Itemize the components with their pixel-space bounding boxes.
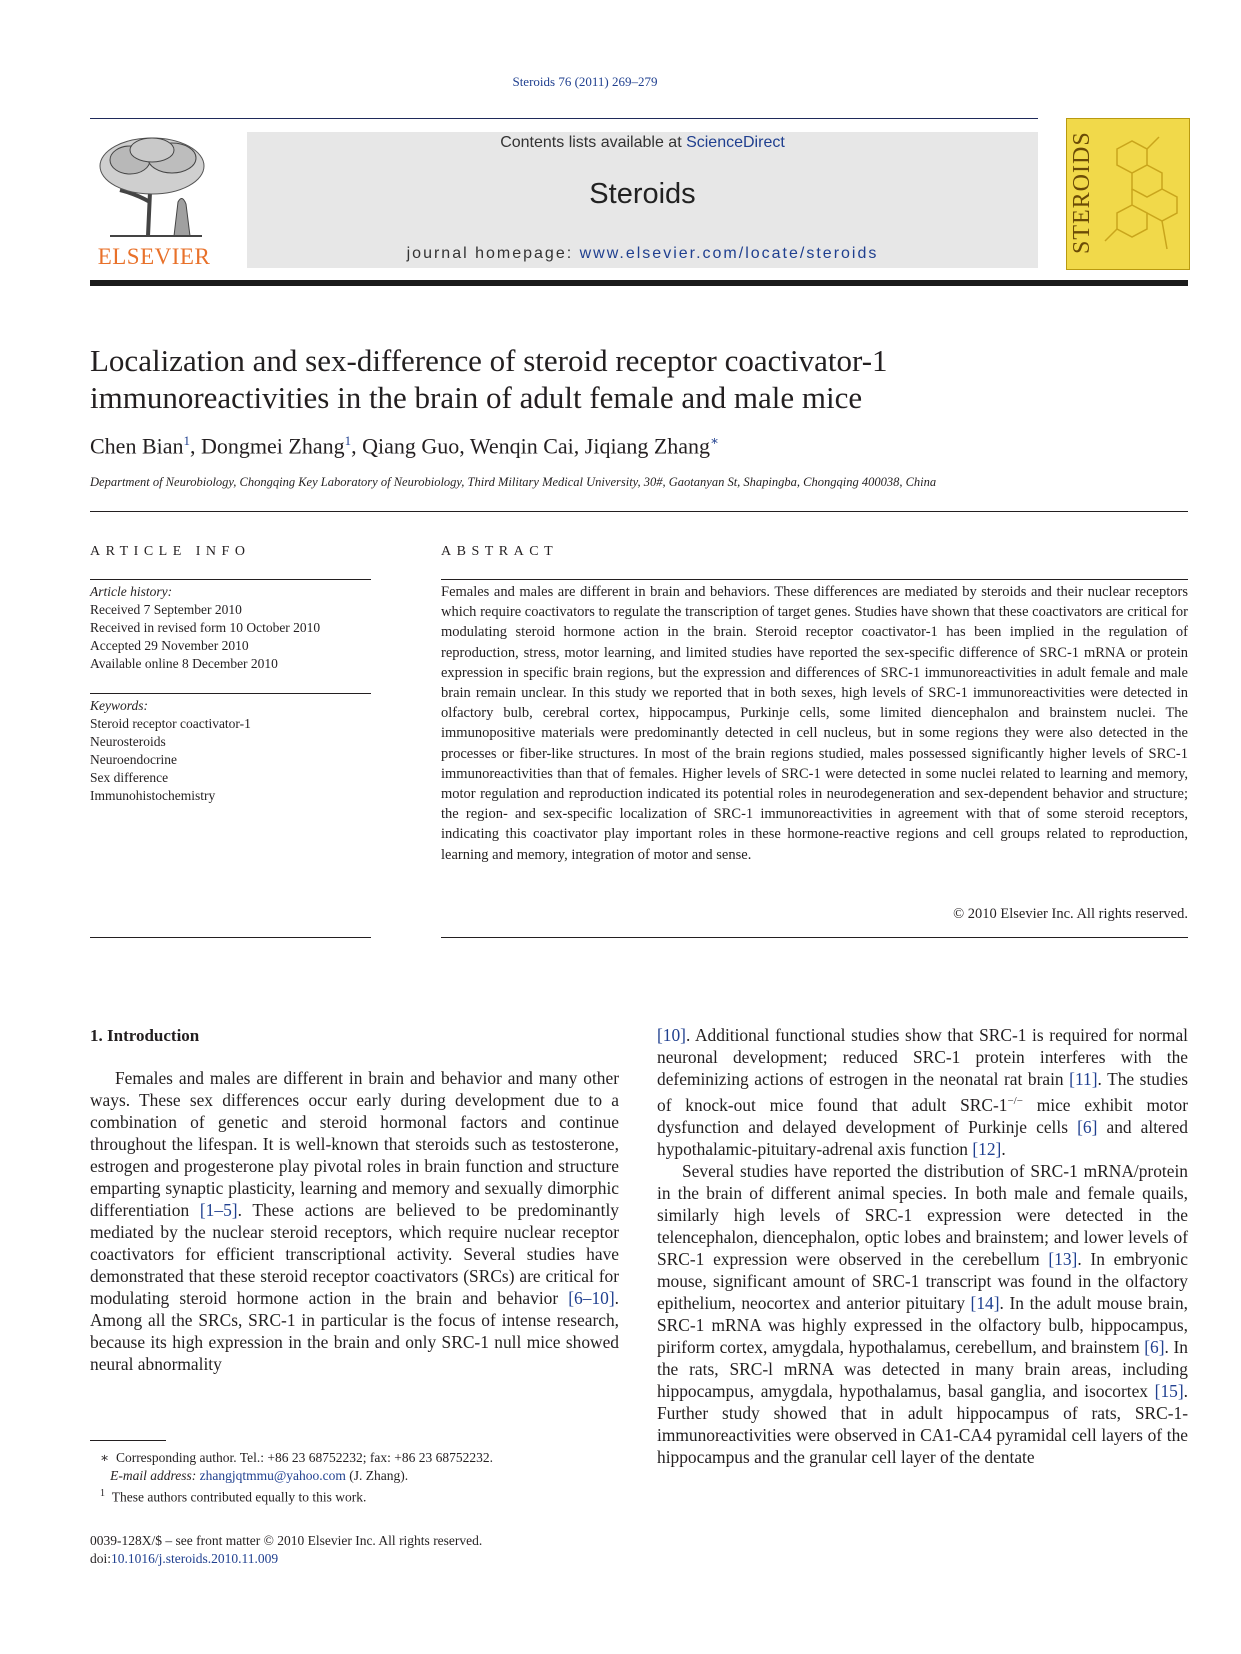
journal-banner — [247, 132, 1038, 268]
footnote-mark: ∗ — [100, 1450, 110, 1465]
paragraph-text: Females and males are different in brain and behavior and many other ways. These sex differences occur early during development due to a combination of genetic and steroid hormonal factors and continue throughout the lifespan. It is well-known that steroids such as testosterone, estrogen and progesterone play pivotal roles in brain function and structure emparting synaptic plasticity, learning and memory and sexually dimorphic differentiation — [90, 1068, 619, 1220]
article-info-rule — [90, 693, 371, 694]
doi-line — [90, 1550, 619, 1568]
paragraph-text: . In the adult mouse brain, SRC-1 mRNA was highly expressed in the olfactory bulb, hippocampus, piriform cortex, amygdala, hypothalamus, cerebellum, and brainstem — [657, 1292, 1188, 1357]
citation-link[interactable]: [12] — [972, 1138, 1002, 1159]
citation-link[interactable]: [11] — [1069, 1069, 1098, 1089]
homepage-line — [247, 245, 1038, 263]
citation-link[interactable]: [1–5] — [199, 1200, 238, 1220]
section-rule — [90, 511, 1188, 512]
paragraph-text: . Further study showed that in adult hippocampus of rats, SRC-1-immunoreactivities were observed in CA1-CA4 pyramidal cell layers of the hippocampus and the granular cell layer of the dentate — [657, 1380, 1188, 1467]
abstract-rule — [441, 579, 1188, 580]
paragraph-text: Several studies have reported the distribution of SRC-1 mRNA/protein in the brain of different animal species. In both male and female quails, similarly high levels of SRC-1 expression were detected in the telencephalon, diencephalon, optic lobes and brainstem; and lower levels of SRC-1 expression were observed in the cerebellum — [657, 1160, 1188, 1269]
email-label: E-mail address: — [110, 1468, 200, 1483]
section-heading: 1. Introduction — [90, 1026, 200, 1045]
paragraph-text: . In embryonic mouse, significant amount of SRC-1 transcript was found in the olfactory epithelium, neocortex and anterior pituitary — [657, 1248, 1188, 1313]
author-name[interactable]: Dongmei Zhang — [201, 433, 345, 459]
author-affiliation: Department of Neurobiology, Chongqing Key Laboratory of Neurobiology, Third Military Medical University, 30#, Gaotanyan St, Shapingba, Chongqing 400038, China — [90, 475, 937, 489]
paragraph-text: . In the rats, SRC-l mRNA was detected in many brain areas, including hippocampus, amygdala, hypothalamus, basal ganglia, and isocortex — [657, 1336, 1188, 1401]
author-note-mark[interactable]: 1 — [344, 433, 352, 448]
header-thick-rule — [90, 280, 1188, 286]
elsevier-logo[interactable] — [90, 132, 218, 270]
corresponding-footnote — [90, 1449, 619, 1467]
citation-link[interactable]: [15] — [1154, 1380, 1184, 1401]
homepage-prefix: journal homepage: — [406, 245, 580, 262]
citation-link[interactable]: [6] — [1144, 1336, 1165, 1357]
superscript: −/− — [1007, 1095, 1023, 1107]
author-separator: , — [351, 433, 363, 459]
author-name[interactable]: Chen Bian — [90, 433, 184, 459]
citation-link[interactable]: [13] — [1048, 1248, 1078, 1269]
paragraph-text: . Among all the SRCs, SRC-1 in particular is the focus of intense research, because its high expression in the brain and only SRC-1 null mice showed neural abnormality — [90, 1288, 619, 1374]
keyword-item: Sex difference — [90, 770, 169, 785]
doi-link[interactable]: 10.1016/j.steroids.2010.11.009 — [111, 1551, 279, 1566]
citation-link[interactable]: [14] — [970, 1292, 1000, 1313]
keyword-item: Neuroendocrine — [90, 752, 177, 767]
article-info-rule — [90, 579, 371, 580]
intro-paragraph-continued — [657, 1024, 1188, 1160]
paragraph-text: mice exhibit motor dysfunction and delayed development of Purkinje cells — [657, 1094, 1188, 1137]
history-item: Received in revised form 10 October 2010 — [90, 620, 321, 635]
publisher-logo-text: ELSEVIER — [97, 244, 211, 269]
paragraph-text: . These actions are believed to be predominantly mediated by the nuclear steroid receptors, which require nuclear receptor coactivators for efficient transcriptional activity. Several studies have demonstrated that these steroid receptor coactivators (SRCs) are critical for modulating steroid hormone action in the brain and behavior — [90, 1200, 619, 1308]
author-list — [90, 433, 1090, 459]
contents-prefix: Contents lists available at — [500, 134, 687, 151]
intro-paragraph — [90, 1067, 619, 1375]
journal-cover[interactable] — [1066, 118, 1190, 270]
citation-link[interactable]: [10] — [657, 1025, 686, 1045]
author-note-mark[interactable]: 1 — [183, 433, 190, 448]
keywords-label: Keywords: — [90, 698, 148, 713]
paragraph-text: . — [1001, 1138, 1006, 1159]
footnote-text: Corresponding author. Tel.: +86 23 68752232; fax: +86 23 68752232. — [115, 1450, 493, 1465]
footnote-rule — [90, 1440, 166, 1441]
contents-line — [247, 134, 1038, 152]
equal-contribution-footnote — [90, 1485, 619, 1507]
keyword-item: Immunohistochemistry — [90, 788, 216, 803]
keyword-item: Neurosteroids — [90, 734, 166, 749]
journal-citation[interactable]: Steroids 76 (2011) 269–279 — [512, 74, 658, 89]
history-item: Available online 8 December 2010 — [90, 656, 278, 671]
author-separator: , — [573, 433, 585, 459]
cover-title: STEROIDS — [1069, 131, 1095, 255]
author-separator: , — [190, 433, 201, 459]
title-line-1: Localization and sex-difference of steroid receptor coactivator-1 — [90, 343, 888, 378]
paragraph-text: and altered hypothalamic-pituitary-adrenal axis function — [657, 1116, 1188, 1159]
article-info-rule — [90, 937, 371, 938]
footnote-mark: 1 — [100, 1488, 105, 1499]
corresponding-author-mark[interactable]: ∗ — [710, 433, 719, 448]
article-history — [90, 583, 371, 673]
body-column-left — [90, 1067, 619, 1375]
author-name[interactable]: Jiqiang Zhang — [584, 433, 711, 459]
keyword-item: Steroid receptor coactivator-1 — [90, 716, 251, 731]
article-info-heading: ARTICLE INFO — [90, 544, 251, 559]
paragraph-text: . The studies of knock-out mice found that adult SRC-1 — [657, 1069, 1188, 1115]
abstract-copyright: © 2010 Elsevier Inc. All rights reserved. — [953, 906, 1188, 922]
intro-paragraph — [657, 1160, 1188, 1468]
sciencedirect-link[interactable]: ScienceDirect — [686, 134, 785, 151]
header-rule — [90, 118, 1038, 119]
history-item: Accepted 29 November 2010 — [90, 638, 249, 653]
tree-icon — [90, 132, 218, 240]
body-column-right — [657, 1024, 1188, 1468]
footnote-text: These authors contributed equally to this work. — [111, 1489, 367, 1505]
journal-name: Steroids — [589, 178, 696, 210]
molecule-icon — [1097, 129, 1187, 264]
email-link[interactable]: zhangjqtmmu@yahoo.com — [199, 1468, 346, 1483]
keywords — [90, 697, 371, 805]
email-footnote — [90, 1467, 619, 1485]
citation-link[interactable]: [6] — [1077, 1116, 1098, 1137]
title-line-2: immunoreactivities in the brain of adult female and male mice — [90, 380, 863, 415]
front-matter — [90, 1532, 619, 1568]
homepage-link[interactable]: www.elsevier.com/locate/steroids — [579, 245, 879, 262]
abstract-rule — [441, 937, 1188, 938]
doi-prefix: doi: — [90, 1551, 112, 1566]
abstract-heading: ABSTRACT — [441, 544, 559, 559]
paragraph-text: . Additional functional studies show that SRC-1 is required for normal neuronal development; reduced SRC-1 protein interferes with the defeminizing actions of estrogen in the neonatal rat brain — [657, 1025, 1188, 1089]
author-separator: , — [459, 433, 470, 459]
citation-link[interactable]: [6–10] — [568, 1288, 615, 1308]
history-label: Article history: — [90, 584, 173, 599]
author-name[interactable]: Qiang Guo — [362, 433, 460, 459]
footnotes — [90, 1449, 619, 1507]
front-matter-line: 0039-128X/$ – see front matter © 2010 Elsevier Inc. All rights reserved. — [90, 1533, 483, 1548]
history-item: Received 7 September 2010 — [90, 602, 242, 617]
author-name[interactable]: Wenqin Cai — [469, 433, 574, 459]
abstract-text: Females and males are different in brain and behaviors. These differences are mediated by steroids and their nuclear receptors which require coactivators to regulate the transcription of target genes. Studies have shown that these coactivators are critical for modulating steroid hormone action in the brain. Steroid receptor coactivator-1 has been implied in the regulation of reproduction, stress, motor learning, and limited studies have reported the sex-specific difference of SRC-1 mRNA or protein expression in specific brain regions, but the expression and differences of SRC-1 immunoreactivities in adult female and male brain remain unclear. In this study we reported that in both sexes, high levels of SRC-1 immunoreactivities were detected in olfactory bulb, cerebral cortex, hippocampus, Purkinje cells, some limited diencephalon and brainstem nuclei. The immunopositive materials were predominantly detected in cell nucleus, but in some regions they were also detected in the processes or fiber-like structures. In most of the brain regions studied, males possessed significantly higher levels of SRC-1 immunoreactivities than that of females. Higher levels of SRC-1 were detected in some nuclei related to learning and memory, motor regulation and reproduction indicated its potential roles in neurodegeneration and sex-dependent behavior and structure; the region- and sex-specific localization of SRC-1 immunoreactivities in agreement with that of some steroid receptors, indicating this coactivator play important roles in these hormone-reactive regions and cell groups related to reproduction, learning and memory, integration of motor and sense. — [441, 584, 1188, 863]
article-title — [90, 342, 1090, 416]
footnote-text: (J. Zhang). — [345, 1468, 409, 1483]
